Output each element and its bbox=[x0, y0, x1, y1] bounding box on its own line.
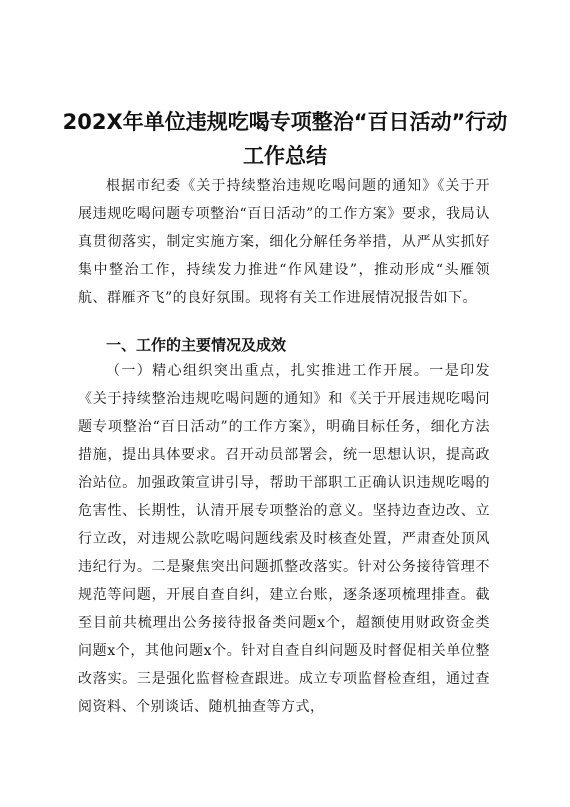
intro-paragraph: 根据市纪委《关于持续整治违规吃喝问题的通知》《关于开展违规吃喝问题专项整治“百日活动”的工作方案》要求，我局认真贯彻落实，制定实施方案，细化分解任务举措，从严从实抓好集中整治工作，持续发力推进“作风建设”，推动形成“头雁领航、群雁齐飞”的良好氛围。现将有关工作进展情况报告如下。 bbox=[78, 178, 490, 306]
section-1-paragraph: （一）精心组织突出重点，扎实推进工作开展。一是印发《关于持续整治违规吃喝问题的通知》和《关于开展违规吃喝问题专项整治“百日活动”的工作方案》，明确目标任务，细化方法措施，提出具体要求。召开动员部署会，统一思想认识，提高政治站位。加强政策宣讲引导，帮助干部职工正确认识违规吃喝的危害性、长期性，认清开展专项整治的意义。坚持边查边改、立行立改，对违规公款吃喝问题线索及时核查处置，严肃查处顶风违纪行为。二是聚焦突出问题抓整改落实。针对公务接待管理不规范等问题，开展自查自纠，建立台账，逐条逐项梳理排查。截至目前共梳理出公务接待报备类问题x个，超额使用财政资金类问题x个，其他问题x个。针对自查自纠问题及时督促相关单位整改落实。三是强化监督检查跟进。成立专项监督检查组，通过查阅资料、个别谈话、随机抽查等方式， bbox=[78, 363, 490, 715]
document-title-line-2: 工作总结 bbox=[243, 144, 327, 168]
document-title-line-1: 202X年单位违规吃喝专项整治“百日活动”行动 bbox=[62, 110, 508, 134]
section-1-heading: 一、工作的主要情况及成效 bbox=[106, 336, 287, 354]
